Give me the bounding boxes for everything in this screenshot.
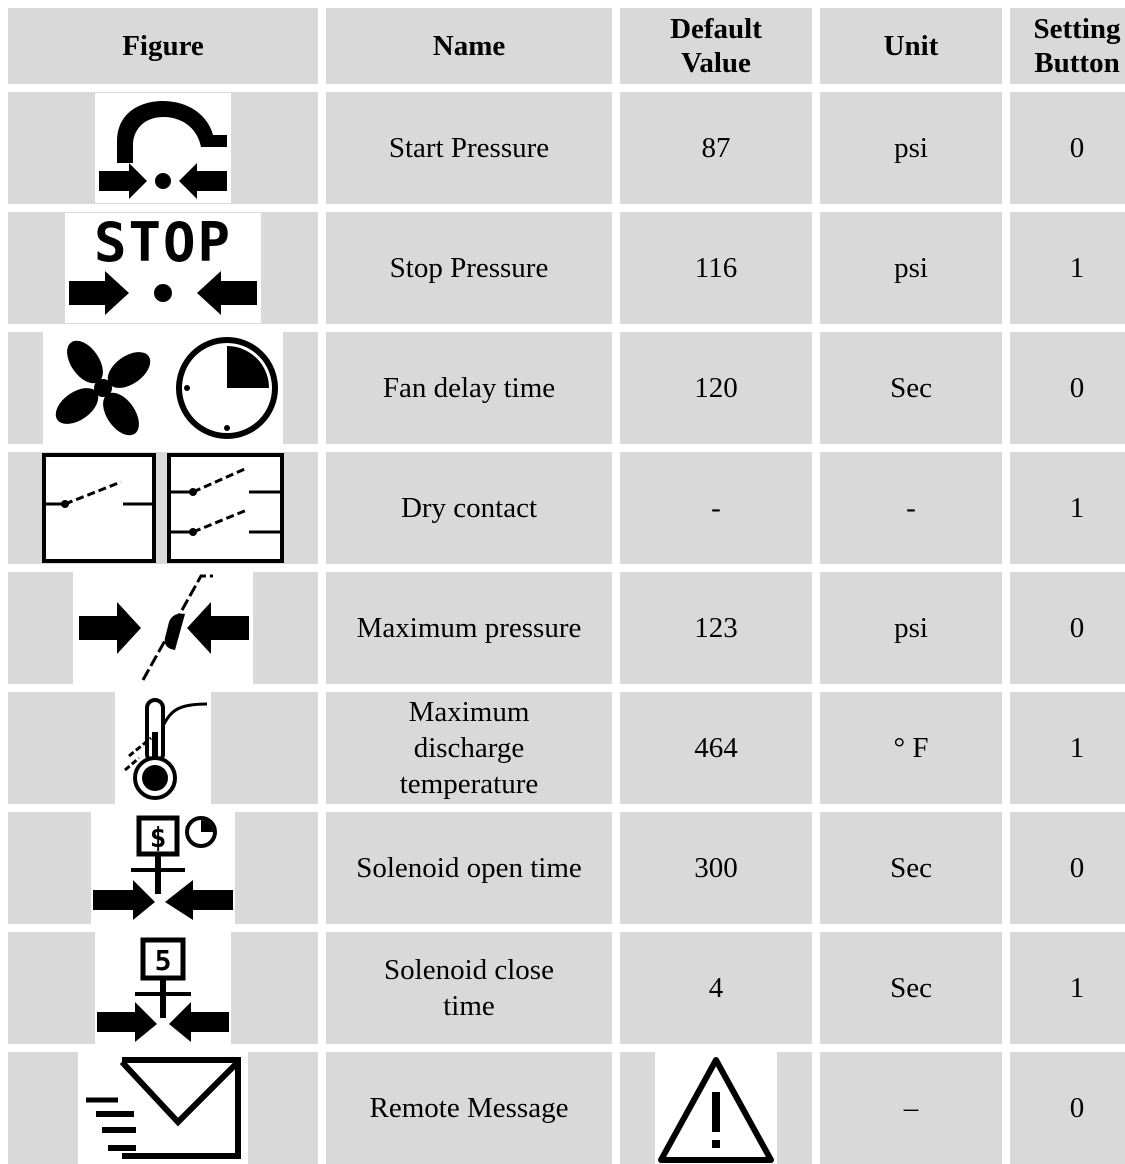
table-row-figure	[8, 332, 318, 444]
row-value-label: 123	[694, 612, 738, 644]
table-row-value	[620, 932, 812, 1044]
table-row-name	[326, 572, 612, 684]
maximum-pressure-icon	[73, 572, 253, 684]
fan-delay-icon	[43, 332, 283, 444]
table-row-name	[326, 452, 612, 564]
table-row-button	[1010, 92, 1125, 204]
row-button-label: 0	[1069, 852, 1085, 884]
row-value-label: 4	[708, 972, 724, 1004]
warning-icon	[655, 1052, 777, 1164]
row-button-label: 1	[1069, 972, 1085, 1004]
header-unit	[820, 8, 1002, 84]
header-default-line2: Value	[681, 47, 751, 79]
header-setting-line1: Setting	[1033, 13, 1121, 45]
table-row-unit	[820, 212, 1002, 324]
row-unit-label: Sec	[890, 972, 932, 1004]
table-row-unit	[820, 92, 1002, 204]
table-row-value	[620, 452, 812, 564]
table-row-value	[620, 812, 812, 924]
row-button-label: 1	[1069, 732, 1085, 764]
row-name-label: Remote Message	[369, 1092, 569, 1124]
table-row-unit	[820, 1052, 1002, 1164]
row-button-label: 1	[1069, 492, 1085, 524]
table-row-button	[1010, 212, 1125, 324]
solenoid-open-symbol: $	[149, 821, 167, 854]
header-figure-label: Figure	[122, 30, 204, 62]
row-button-label: 0	[1069, 612, 1085, 644]
row-unit-label: –	[903, 1092, 919, 1124]
table-row-name	[326, 932, 612, 1044]
table-row-figure	[8, 452, 318, 564]
row-name-line1: Maximum	[408, 696, 530, 728]
row-unit-label: ° F	[893, 732, 929, 764]
header-default-line1: Default	[670, 13, 762, 45]
row-value-label: 120	[694, 372, 738, 404]
table-row-name	[326, 1052, 612, 1164]
row-name-label: Maximum pressure	[356, 612, 582, 644]
row-name-label: Stop Pressure	[389, 252, 549, 284]
table-row-figure	[8, 812, 318, 924]
row-value-label: 116	[694, 252, 738, 284]
table-row-value	[620, 332, 812, 444]
table-row-button	[1010, 1052, 1125, 1164]
row-unit-label: Sec	[890, 852, 932, 884]
table-row-figure	[8, 932, 318, 1044]
row-value-label: 87	[701, 132, 731, 164]
table-row-name	[326, 812, 612, 924]
row-unit-label: psi	[894, 252, 928, 284]
table-row-unit	[820, 812, 1002, 924]
table-row-name	[326, 92, 612, 204]
dry-contact-icon	[41, 452, 285, 564]
solenoid-open-icon	[91, 812, 235, 924]
solenoid-close-icon	[95, 932, 231, 1044]
row-unit-label: Sec	[890, 372, 932, 404]
row-name-label: Dry contact	[400, 492, 538, 524]
row-unit-label: -	[906, 492, 916, 524]
row-name-line1: Solenoid close	[384, 954, 554, 986]
row-unit-label: psi	[894, 612, 928, 644]
table-row-button	[1010, 332, 1125, 444]
table-row-button	[1010, 692, 1125, 804]
table-row-name	[326, 212, 612, 324]
table-row-unit	[820, 572, 1002, 684]
envelope-icon	[78, 1052, 248, 1164]
table-row-button	[1010, 452, 1125, 564]
settings-table	[8, 8, 1125, 1164]
row-value-label: 300	[694, 852, 738, 884]
table-row-button	[1010, 812, 1125, 924]
stop-text: STOP	[93, 213, 233, 274]
start-pressure-icon	[95, 93, 231, 203]
table-row-figure	[8, 92, 318, 204]
table-row-figure	[8, 212, 318, 324]
table-row-value	[620, 572, 812, 684]
table-row-name	[326, 692, 612, 804]
stop-pressure-icon	[65, 213, 261, 323]
row-unit-label: psi	[894, 132, 928, 164]
row-value-label: 464	[694, 732, 738, 764]
row-button-label: 0	[1069, 132, 1085, 164]
header-default-value	[620, 8, 812, 84]
row-name-line3: temperature	[399, 768, 539, 800]
header-figure	[8, 8, 318, 84]
header-unit-label: Unit	[883, 30, 939, 62]
header-name-label: Name	[432, 30, 506, 62]
row-name-label: Fan delay time	[382, 372, 556, 404]
row-name-label: Solenoid open time	[356, 852, 582, 884]
header-name	[326, 8, 612, 84]
table-row-unit	[820, 332, 1002, 444]
table-row-value	[620, 212, 812, 324]
row-name-line2: time	[443, 990, 495, 1022]
row-button-label: 0	[1069, 1092, 1085, 1124]
row-value-label: -	[711, 492, 721, 524]
header-setting-line2: Button	[1034, 47, 1120, 79]
table-row-unit	[820, 932, 1002, 1044]
header-setting-button	[1010, 8, 1125, 84]
table-row-figure	[8, 1052, 318, 1164]
row-button-label: 1	[1069, 252, 1085, 284]
row-name-line2: discharge	[413, 732, 525, 764]
table-row-figure	[8, 692, 318, 804]
table-row-unit	[820, 452, 1002, 564]
thermometer-icon	[115, 692, 211, 804]
table-row-value	[620, 92, 812, 204]
table-row-figure	[8, 572, 318, 684]
table-row-button	[1010, 932, 1125, 1044]
table-row-unit	[820, 692, 1002, 804]
row-name-label: Start Pressure	[388, 132, 550, 164]
table-row-value	[620, 1052, 812, 1164]
table-row-value	[620, 692, 812, 804]
solenoid-close-symbol: 5	[154, 944, 172, 977]
row-button-label: 0	[1069, 372, 1085, 404]
table-row-name	[326, 332, 612, 444]
table-row-button	[1010, 572, 1125, 684]
